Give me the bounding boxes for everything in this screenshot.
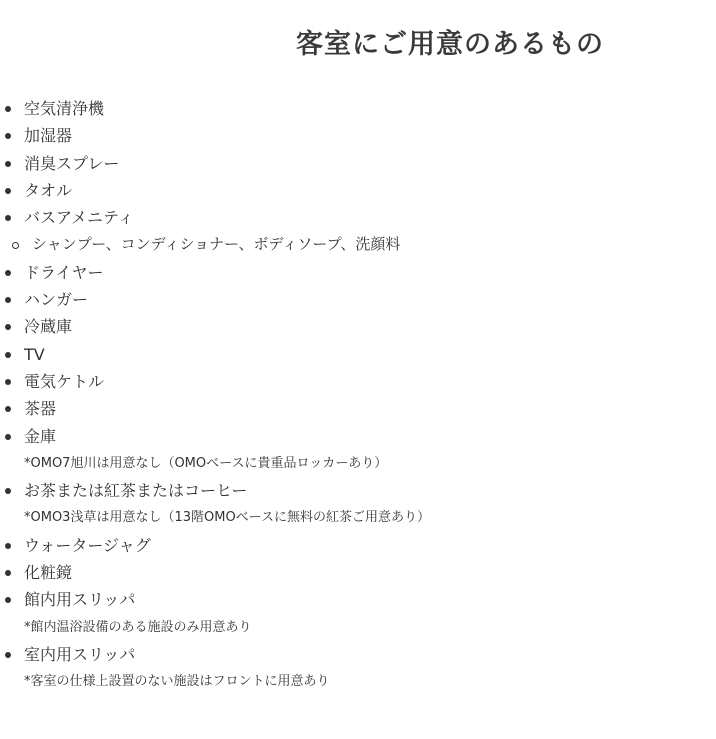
list-item: 電気ケトル — [0, 368, 700, 395]
list-item: 消臭スプレー — [0, 150, 700, 177]
list-item: タオル — [0, 177, 700, 204]
list-item: ウォータージャグ — [0, 532, 700, 559]
list-item: バスアメニティ — [0, 204, 700, 231]
list-item: 冷蔵庫 — [0, 313, 700, 340]
sub-list — [0, 231, 700, 258]
list-item: ドライヤー — [0, 259, 700, 286]
list-item: 室内用スリッパ — [0, 641, 700, 668]
list-item: TV — [0, 341, 700, 368]
list-item: 館内用スリッパ — [0, 586, 700, 613]
item-note: *客室の仕様上設置のない施設はフロントに用意あり — [24, 674, 330, 690]
amenity-list — [0, 95, 700, 696]
list-item: 化粧鏡 — [0, 559, 700, 586]
item-note: *館内温浴設備のある施設のみ用意あり — [24, 619, 252, 635]
item-note: *OMO7旭川は用意なし（OMOベースに貴重品ロッカーあり） — [24, 455, 388, 471]
sub-list-item: シャンプー、コンディショナー、ボディソープ、洗顔料 — [0, 231, 700, 258]
item-note: *OMO3浅草は用意なし（13階OMOベースに無料の紅茶ご用意あり） — [24, 510, 431, 526]
sub-list-container — [0, 231, 700, 258]
list-item: 金庫 — [0, 423, 700, 450]
list-item: ハンガー — [0, 286, 700, 313]
list-item: 加湿器 — [0, 122, 700, 149]
list-item: 空気清浄機 — [0, 95, 700, 122]
page-title: 客室にご用意のあるもの — [296, 29, 604, 60]
list-item: 茶器 — [0, 395, 700, 422]
list-item: お茶または紅茶またはコーヒー — [0, 477, 700, 504]
